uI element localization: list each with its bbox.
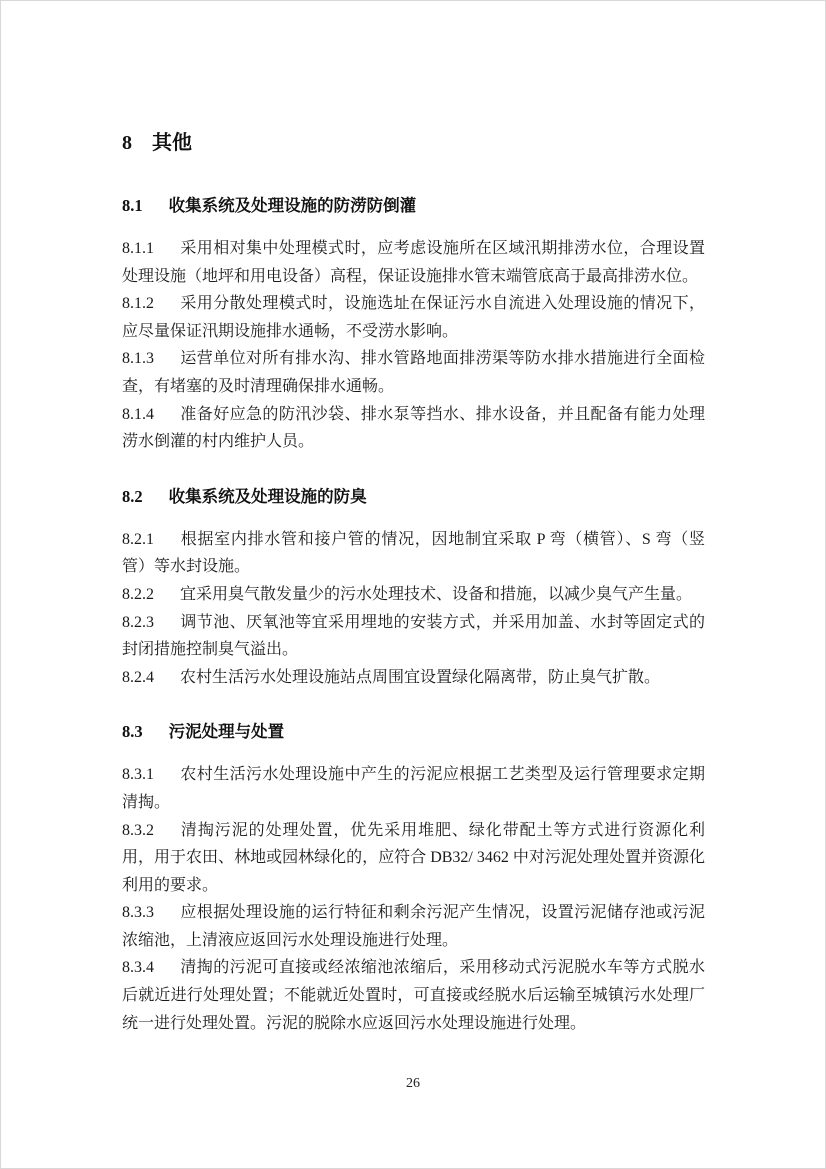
clause-paragraph — [122, 899, 705, 954]
clause-number: 8.3.3 — [122, 904, 154, 922]
clause-number: 8.1.3 — [122, 350, 154, 368]
section-8-3 — [122, 721, 705, 1037]
clause-number: 8.2.2 — [122, 585, 154, 603]
clause-paragraph — [122, 345, 705, 400]
clause-text: 宜采用臭气散发量少的污水处理技术、设备和措施，以减少臭气产生量。 — [180, 585, 693, 603]
clause-number: 8.2.1 — [122, 530, 154, 548]
clause-number: 8.1.2 — [122, 295, 154, 313]
section-number: 8.2 — [122, 486, 143, 506]
section-8-2 — [122, 486, 705, 692]
clause-paragraph — [122, 581, 705, 609]
clause-number: 8.1.1 — [122, 240, 154, 257]
section-heading — [122, 486, 705, 508]
clause-paragraph — [122, 609, 705, 664]
clause-number: 8.3.1 — [122, 766, 154, 784]
clause-number: 8.2.3 — [122, 613, 154, 631]
section-heading-text: 收集系统及处理设施的防臭 — [168, 487, 367, 506]
section-heading — [122, 195, 705, 217]
clause-paragraph — [122, 761, 705, 816]
clause-text: 清掏的污泥可直接或经浓缩池浓缩后，采用移动式污泥脱水车等方式脱水后就近进行处理处置；不能就近处置时，可直接或经脱水后运输至城镇污水处理厂统一进行处理处置。污泥的脱除水应返回污水处理设施进行处理。 — [122, 959, 705, 1032]
section-number: 8.3 — [122, 722, 143, 742]
clause-number: 8.3.2 — [122, 821, 154, 839]
clause-text: 采用相对集中处理模式时，应考虑设施所在区域汛期排涝水位，合理设置处理设施（地坪和用电设备）高程，保证设施排水管末端管底高于最高排涝水位。 — [122, 240, 705, 285]
clause-number: 8.3.4 — [122, 959, 154, 977]
chapter-number: 8 — [122, 132, 132, 154]
section-heading-text: 收集系统及处理设施的防涝防倒灌 — [168, 197, 417, 215]
clause-number: 8.1.4 — [122, 405, 154, 423]
clause-paragraph — [122, 954, 705, 1037]
clause-paragraph — [122, 817, 705, 900]
section-heading — [122, 721, 705, 743]
clause-text: 采用分散处理模式时，设施选址在保证污水自流进入处理设施的情况下，应尽量保证汛期设施排水通畅，不受涝水影响。 — [122, 295, 705, 340]
clause-text: 清掏污泥的处理处置，优先采用堆肥、绿化带配土等方式进行资源化利用，用于农田、林地或园林绿化的，应符合 DB32/ 3462 中对污泥处理处置并资源化利用的要求。 — [122, 821, 705, 894]
clause-paragraph — [122, 664, 705, 692]
clause-text: 运营单位对所有排水沟、排水管路地面排涝渠等防水排水措施进行全面检查，有堵塞的及时清理确保排水通畅。 — [122, 350, 705, 395]
clause-text: 农村生活污水处理设施中产生的污泥应根据工艺类型及运行管理要求定期清掏。 — [122, 766, 705, 811]
section-8-1 — [122, 195, 705, 456]
page-number: 26 — [406, 1076, 420, 1091]
clause-text: 农村生活污水处理设施站点周围宜设置绿化隔离带，防止臭气扩散。 — [180, 668, 661, 686]
clause-number: 8.2.4 — [122, 668, 154, 686]
clause-paragraph — [122, 235, 705, 290]
clause-paragraph — [122, 401, 705, 456]
clause-text: 根据室内排水管和接户管的情况，因地制宜采取 P 弯（横管）、S 弯（竖管）等水封设施。 — [122, 530, 705, 576]
clause-text: 准备好应急的防汛沙袋、排水泵等挡水、排水设备，并且配备有能力处理涝水倒灌的村内维护人员。 — [122, 405, 705, 451]
clause-paragraph — [122, 526, 705, 581]
section-heading-text: 污泥处理与处置 — [168, 723, 285, 742]
chapter-title-text: 其他 — [152, 132, 192, 154]
clause-text: 应根据处理设施的运行特征和剩余污泥产生情况，设置污泥储存池或污泥浓缩池，上清液应返回污水处理设施进行处理。 — [122, 904, 705, 949]
clause-text: 调节池、厌氧池等宜采用埋地的安装方式，并采用加盖、水封等固定式的封闭措施控制臭气溢出。 — [122, 613, 705, 659]
chapter-title — [122, 131, 705, 155]
section-number: 8.1 — [122, 196, 143, 215]
clause-paragraph — [122, 290, 705, 345]
